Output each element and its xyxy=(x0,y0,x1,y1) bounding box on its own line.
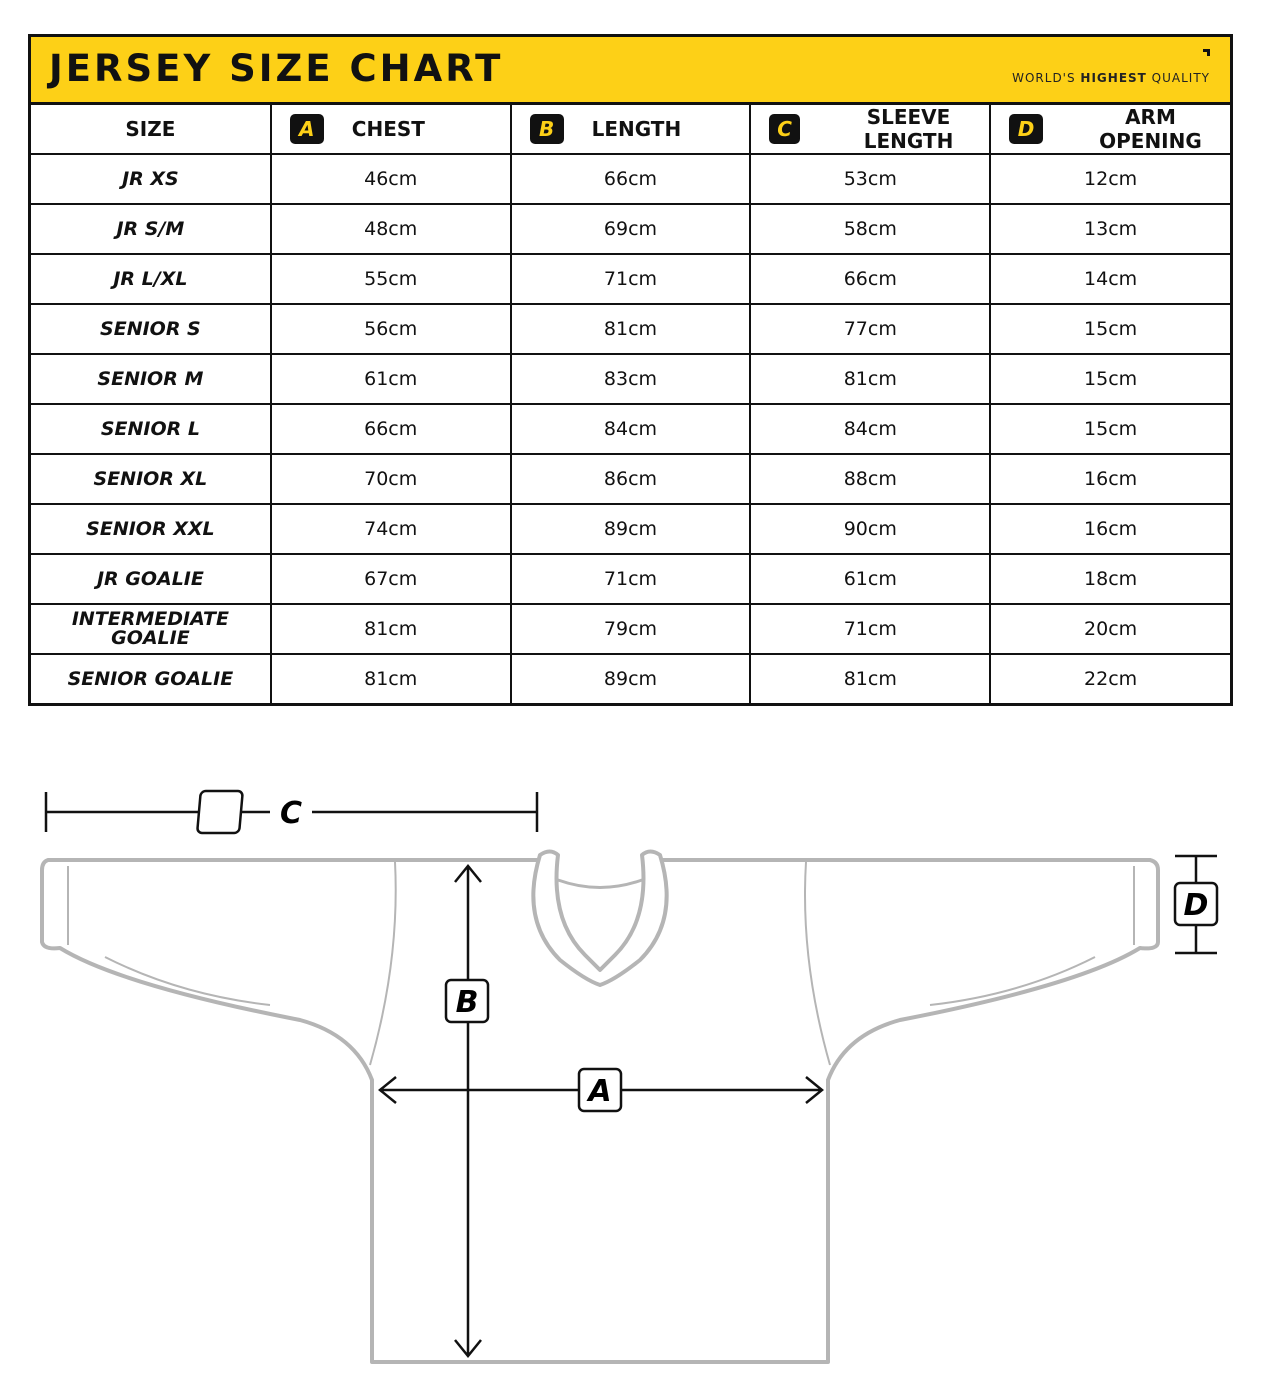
measurement-cell: 83cm xyxy=(511,354,751,404)
table-row xyxy=(31,154,1230,204)
column-header-size xyxy=(31,105,271,154)
measurement-cell: 13cm xyxy=(990,204,1230,254)
size-cell: JR S/M xyxy=(31,204,271,254)
measurement-cell: 15cm xyxy=(990,304,1230,354)
badge-c-box xyxy=(197,791,243,833)
badge-d-icon: D xyxy=(1009,114,1043,144)
column-label: LENGTH xyxy=(591,117,682,141)
measurement-cell: 48cm xyxy=(271,204,511,254)
tagline-bold: HIGHEST xyxy=(1080,71,1147,85)
size-cell: JR XS xyxy=(31,154,271,204)
size-cell: SENIOR GOALIE xyxy=(31,654,271,703)
size-cell: SENIOR L xyxy=(31,404,271,454)
table-row xyxy=(31,404,1230,454)
measurement-cell: 84cm xyxy=(750,404,990,454)
tagline-post: QUALITY xyxy=(1146,71,1210,85)
measurement-cell: 61cm xyxy=(750,554,990,604)
size-table xyxy=(31,105,1230,703)
measurement-cell: 84cm xyxy=(511,404,751,454)
measurement-cell: 55cm xyxy=(271,254,511,304)
label-a: A xyxy=(588,1074,612,1109)
size-cell: INTERMEDIATE GOALIE xyxy=(31,604,271,654)
measurement-cell: 66cm xyxy=(271,404,511,454)
table-row xyxy=(31,454,1230,504)
measurement-cell: 14cm xyxy=(990,254,1230,304)
table-row xyxy=(31,204,1230,254)
column-header-sleeve-length xyxy=(750,105,990,154)
measurement-cell: 15cm xyxy=(990,354,1230,404)
measurement-cell: 66cm xyxy=(511,154,751,204)
measurement-cell: 90cm xyxy=(750,504,990,554)
size-chart xyxy=(28,34,1233,706)
table-row xyxy=(31,304,1230,354)
table-row xyxy=(31,504,1230,554)
size-cell: JR L/XL xyxy=(31,254,271,304)
measurement-cell: 89cm xyxy=(511,654,751,703)
table-row xyxy=(31,254,1230,304)
chart-banner xyxy=(31,37,1230,105)
table-row xyxy=(31,604,1230,654)
size-cell: SENIOR XXL xyxy=(31,504,271,554)
column-label: CHEST xyxy=(351,117,425,141)
measurement-cell: 15cm xyxy=(990,404,1230,454)
column-label: ARM OPENING xyxy=(1099,105,1202,153)
measurement-cell: 69cm xyxy=(511,204,751,254)
measurement-cell: 81cm xyxy=(511,304,751,354)
measurement-cell: 79cm xyxy=(511,604,751,654)
label-d: D xyxy=(1183,888,1209,923)
measurement-cell: 53cm xyxy=(750,154,990,204)
column-header-arm-opening xyxy=(990,105,1230,154)
measurement-cell: 67cm xyxy=(271,554,511,604)
measurement-cell: 81cm xyxy=(271,654,511,703)
chart-title: JERSEY SIZE CHART xyxy=(49,47,504,90)
badge-a-icon: A xyxy=(290,114,324,144)
size-cell: JR GOALIE xyxy=(31,554,271,604)
measurement-cell: 16cm xyxy=(990,504,1230,554)
measure-lines xyxy=(46,792,1217,1356)
label-b: B xyxy=(455,985,479,1020)
corner-mark-icon xyxy=(1203,49,1210,56)
size-cell: SENIOR M xyxy=(31,354,271,404)
measurement-cell: 18cm xyxy=(990,554,1230,604)
size-cell: SENIOR XL xyxy=(31,454,271,504)
measurement-cell: 22cm xyxy=(990,654,1230,703)
measurement-cell: 89cm xyxy=(511,504,751,554)
jersey-diagram xyxy=(0,760,1272,1380)
measurement-cell: 56cm xyxy=(271,304,511,354)
measurement-cell: 81cm xyxy=(271,604,511,654)
measurement-cell: 71cm xyxy=(511,254,751,304)
measurement-cell: 71cm xyxy=(750,604,990,654)
measurement-cell: 86cm xyxy=(511,454,751,504)
measurement-cell: 66cm xyxy=(750,254,990,304)
measurement-cell: 58cm xyxy=(750,204,990,254)
measurement-cell: 20cm xyxy=(990,604,1230,654)
table-row xyxy=(31,654,1230,703)
measurement-cell: 46cm xyxy=(271,154,511,204)
table-row xyxy=(31,354,1230,404)
measurement-cell: 71cm xyxy=(511,554,751,604)
measurement-cell: 81cm xyxy=(750,354,990,404)
column-label: SIZE xyxy=(125,117,176,141)
measurement-cell: 74cm xyxy=(271,504,511,554)
measurement-cell: 77cm xyxy=(750,304,990,354)
measurement-cell: 81cm xyxy=(750,654,990,703)
measurement-cell: 70cm xyxy=(271,454,511,504)
measurement-cell: 12cm xyxy=(990,154,1230,204)
badge-c-icon: C xyxy=(769,114,799,144)
size-cell: SENIOR S xyxy=(31,304,271,354)
measurement-cell: 61cm xyxy=(271,354,511,404)
measurement-cell: 88cm xyxy=(750,454,990,504)
column-label: SLEEVE LENGTH xyxy=(863,105,954,153)
label-c: C xyxy=(279,796,303,831)
measurement-cell: 16cm xyxy=(990,454,1230,504)
tagline xyxy=(1012,71,1210,85)
table-row xyxy=(31,554,1230,604)
column-header-chest xyxy=(271,105,511,154)
column-header-length xyxy=(511,105,751,154)
tagline-pre: WORLD'S xyxy=(1012,71,1081,85)
badge-b-icon: B xyxy=(530,114,564,144)
